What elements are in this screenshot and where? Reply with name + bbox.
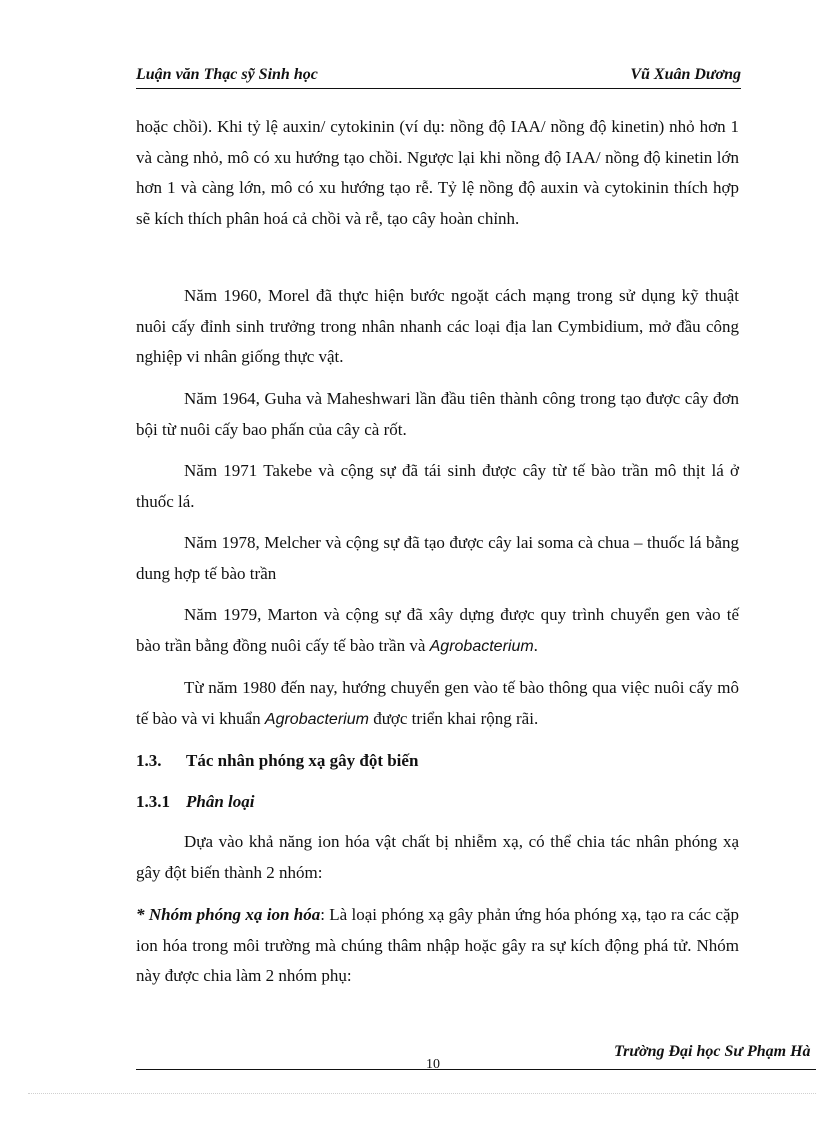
paragraph-ionizing-group <box>136 900 739 992</box>
page-header <box>136 66 741 88</box>
term-agrobacterium: Agrobacterium <box>264 710 369 728</box>
footer-institution: Trường Đại học Sư Phạm Hà <box>614 1043 811 1060</box>
paragraph-marton-1979 <box>136 600 739 662</box>
ionizing-group-text: : Là loại phóng xạ gây phản ứng hóa phóng xạ, tạo ra các cặp ion hóa trong môi trường mà chúng thâm nhập hoặc gây ra sự kích động phá tử. Nhóm này được chia làm 2 nhóm phụ: <box>136 905 739 985</box>
ionizing-group-label: * Nhóm phóng xạ ion hóa <box>136 905 321 924</box>
section-heading-1-3-1 <box>136 792 255 812</box>
paragraph-1980-present <box>136 673 739 735</box>
page-number: 10 <box>426 1057 440 1072</box>
subsection-title: Phân loại <box>186 792 255 811</box>
paragraph-takebe-1971: Năm 1971 Takebe và cộng sự đã tái sinh được cây từ tế bào trần mô thịt lá ở thuốc lá. <box>136 461 739 511</box>
term-agrobacterium: Agrobacterium <box>429 637 534 655</box>
paragraph-1980-text: Từ năm 1980 đến nay, hướng chuyển gen vào tế bào thông qua việc nuôi cấy mô tế bào và vi khuẩn <box>136 678 739 728</box>
paragraph-morel-1960: Năm 1960, Morel đã thực hiện bước ngoặt cách mạng trong sử dụng kỹ thuật nuôi cấy đỉnh sinh trưởng trong nhân nhanh các loại địa lan Cymbidium, mở đầu công nghiệp vi nhân giống thực vật. <box>136 286 739 366</box>
paragraph-guha-1964: Năm 1964, Guha và Maheshwari lần đầu tiên thành công trong tạo được cây đơn bội từ nuôi cấy bao phấn của cây cà rốt. <box>136 389 739 439</box>
paragraph-marton-end: . <box>533 635 538 655</box>
header-rule <box>136 88 741 89</box>
header-thesis-title: Luận văn Thạc sỹ Sinh học <box>136 66 318 83</box>
paragraph-marton-text: Năm 1979, Marton và cộng sự đã xây dựng được quy trình chuyển gen vào tế bào trần bằng đồng nuôi cấy tế bào trần và <box>136 605 739 655</box>
footer-rule <box>136 1069 816 1070</box>
section-heading-1-3 <box>136 751 418 771</box>
paragraph-auxin-cytokinin: hoặc chồi). Khi tỷ lệ auxin/ cytokinin (ví dụ: nồng độ IAA/ nồng độ kinetin) nhỏ hơn 1 và càng nhỏ, mô có xu hướng tạo chồi. Ngược lại khi nồng độ IAA/ nồng độ kinetin lớn hơn 1 và càng lớn, mô có xu hướng tạo rễ. Tỷ lệ nồng độ auxin và cytokinin thích hợp sẽ kích thích phân hoá cả chồi và rễ, tạo cây hoàn chỉnh. <box>136 117 739 228</box>
paragraph-melcher-text: Năm 1978, Melcher và cộng sự đã tạo được cây lai soma cà chua – thuốc lá bằng dung hợp tế bào trần <box>136 533 739 583</box>
header-author: Vũ Xuân Dương <box>630 66 741 83</box>
subsection-number: 1.3.1 <box>136 792 170 811</box>
paragraph-melcher-1978 <box>136 528 739 589</box>
page-edge-divider <box>28 1093 816 1094</box>
section-title: Tác nhân phóng xạ gây đột biến <box>186 751 419 770</box>
paragraph-1980-end: được triển khai rộng rãi. <box>368 708 539 728</box>
paragraph-classification: Dựa vào khả năng ion hóa vật chất bị nhiễm xạ, có thể chia tác nhân phóng xạ gây đột biến thành 2 nhóm: <box>136 832 739 882</box>
section-number: 1.3. <box>136 751 162 770</box>
